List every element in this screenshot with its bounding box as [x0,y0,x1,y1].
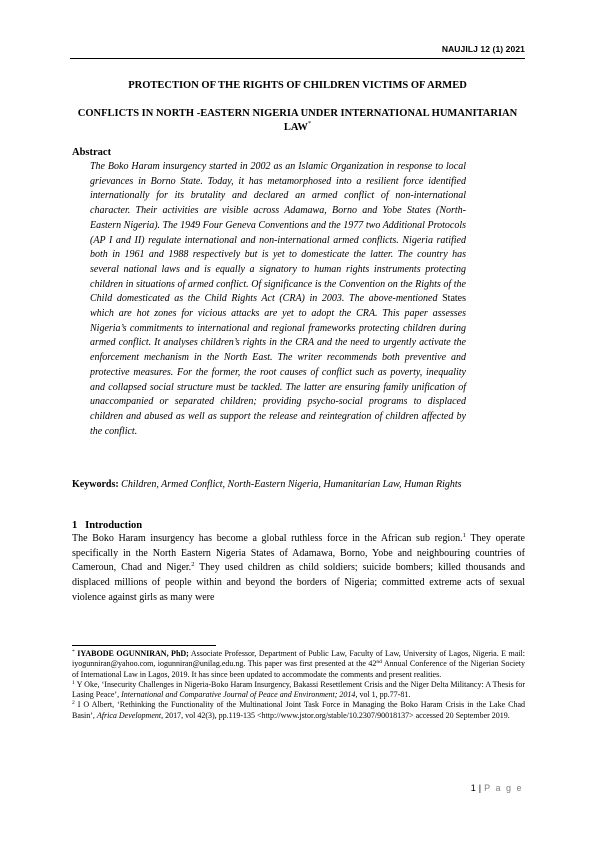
footnote-2 [72,700,525,721]
keywords-text: Children, Armed Conflict, North-Eastern Nigeria, Humanitarian Law, Human Rights [121,479,462,490]
footnote-ref-2[interactable]: 2 [191,561,195,569]
footnote-star-text-b: Annual Conference of the Nigerian Society of International Law in Lagos, 2019. It has since been updated to accommodate the comments and present realities. [72,659,525,679]
footnote-star [72,649,525,680]
page-number: 1 [470,783,476,793]
title-line-2-text: CONFLICTS IN NORTH -EASTERN NIGERIA UNDER INTERNATIONAL HUMANITARIAN LAW [77,108,518,133]
title-line-1: PROTECTION OF THE RIGHTS OF CHILDREN VICTIMS OF ARMED [128,80,467,91]
abstract-heading: Abstract [72,147,112,158]
abstract-body [90,160,466,439]
footnote-2-text-b: , 2017, vol 42(3), pp.119-135 <http://www.jstor.org/stable/10.2307/90018137> accessed 20 September 2019. [161,710,510,720]
keywords-label: Keywords: [72,479,119,490]
journal-header: NAUJILJ 12 (1) 2021 [441,44,525,54]
title-line-2 [70,107,525,134]
footnote-star-text-a: Associate Professor, Department of Public Law, Faculty of Law, University of Lagos, Nigeria. E mail: iyogunniran@yahoo.com, iogunniran@unilag.edu.ng. This paper was first presented at the 42 [72,649,525,669]
footnote-star-ordinal: nd [376,659,382,666]
intro-text-1: The Boko Haram insurgency has become a global ruthless force in the African sub region. [72,533,463,544]
introduction-body [72,532,525,606]
intro-text-2: They operate specifically in the North Eastern Nigeria States of Adamawa, Borno, Yobe and neighbouring countries of Cameroun, Chad and Niger. [72,533,525,574]
header-rule [70,58,525,59]
footnote-2-text-a: I O Albert, ‘Rethinking the Functionality of the Multinational Joint Task Force in Managing the Boko Haram Crisis in the Lake Chad Basin’, [72,700,525,720]
keywords [72,478,525,493]
footnote-author: IYABODE OGUNNIRAN, PhD; [77,649,189,658]
footnote-2-journal: Africa Development [96,710,162,720]
footnote-1-text-b: , vol 1, pp.77-81. [355,690,411,700]
footnote-1-text-a: Y Oke, ‘Insecurity Challenges in Nigeria-Boko Haram Insurgency, Bakassi Resettlement Crisis and the Niger Delta Militancy: A Thesis for Lasing Peace’, [72,679,525,700]
footnotes [72,649,525,721]
footnote-star-marker: * [72,649,75,655]
footnote-rule [72,645,216,646]
footnote-2-marker: 2 [72,700,75,707]
footnote-1-marker: 1 [72,679,75,686]
footnote-1 [72,680,525,701]
page-footer [471,783,523,793]
footnote-1-journal: International and Comparative Journal of Peace and Environment; 2014 [121,690,356,700]
footnote-ref-1[interactable]: 1 [462,532,466,539]
abstract-text-a: The Boko Haram insurgency started in 2002 as an Islamic Organization in response to local grievances in Borno State. Today, it has metamorphosed into a resilient force identified internationally for its brutality and declared an armed conflict of non-international character. Their activities are visible across Adamawa, Borno and Yobe States (North-Eastern Nigeria). The 1949 Four Geneva Conventions and the 1977 two Additional Protocols (AP I and II) regulate international and non-international armed conflicts. Nigeria ratified both in 1961 and 1988 respectively but is yet to domesticate the latter. The country has several national laws and is equally a signatory to human rights instruments protecting children in situations of armed conflict. Of significance is the Convention on the Rights of the Child domesticated as the Child Rights Act (CRA) in 2003. The above-mentioned [90,161,466,305]
page-word: P a g e [484,783,523,793]
introduction-heading: 1 Introduction [72,520,143,531]
footer-separator: | [478,783,482,793]
abstract-text-plain: States [442,293,467,305]
title-footnote-marker: * [307,119,312,127]
abstract-text-b: which are hot zones for vicious attacks are yet to adopt the CRA. This paper assesses Nigeria’s commitments to international and regional frameworks protecting children during armed conflict. It analyses children’s rights in the CRA and the need to urgently activate the enforcement mechanism in the North East. The writer recommends both preventive and protective measures. For the former, the root causes of conflict such as poverty, inequality and collapsed social structure must be tackled. The latter are ensuring family unification of unaccompanied or separated children; providing psycho-social programs to displaced children and abused as well as support the release and reintegration of children affected by the conflict. [90,308,466,437]
intro-text-3: They used children as child soldiers; suicide bombers; killed thousands and displaced millions of people within and beyond the borders of Nigeria; committed extreme acts of sexual violence against girls as many were [72,562,525,603]
